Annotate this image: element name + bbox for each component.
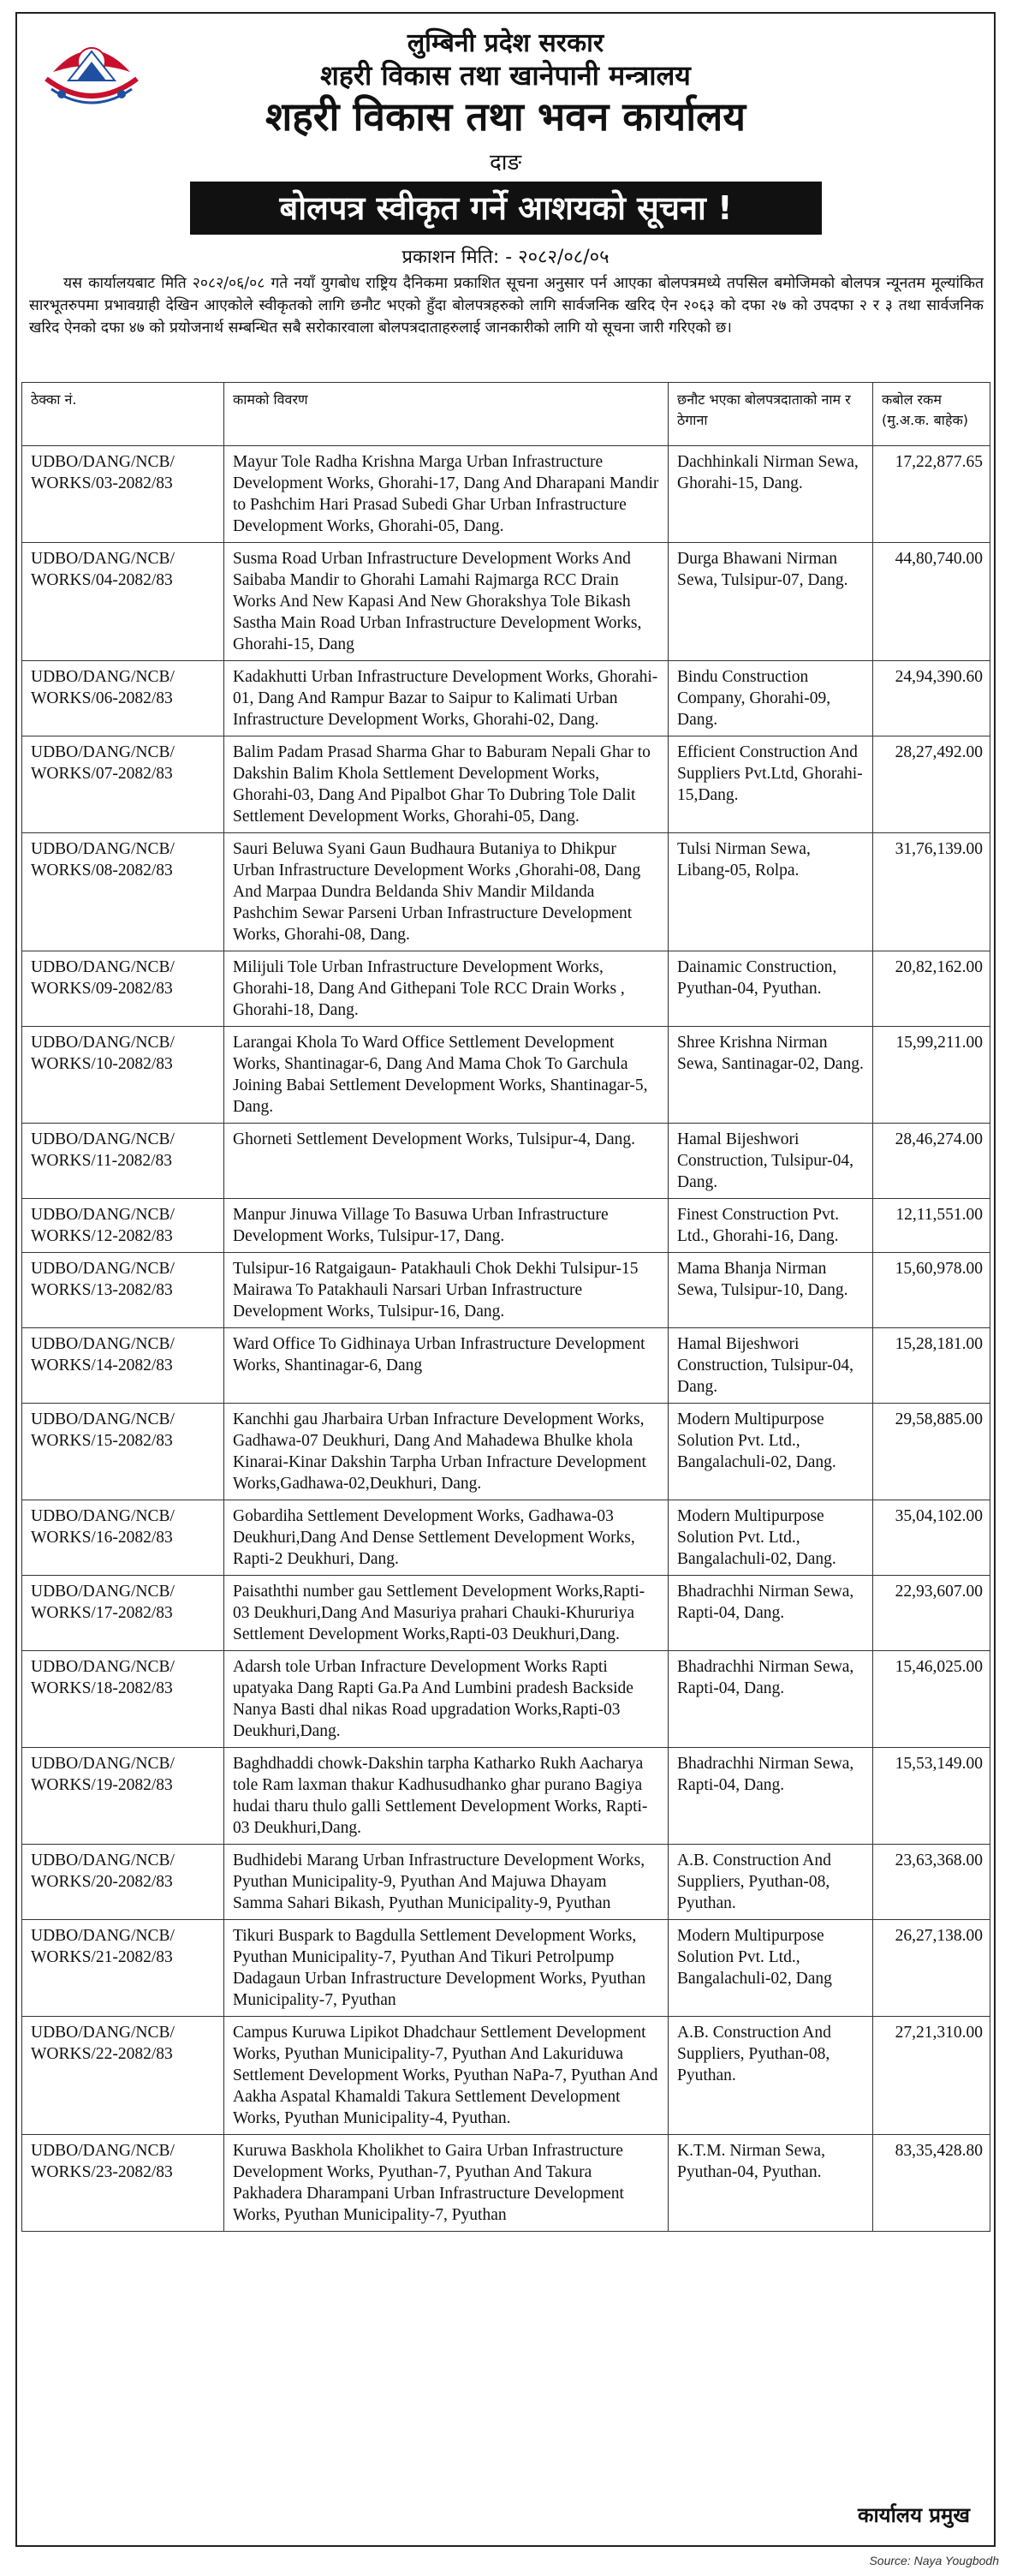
table-row <box>22 1920 990 2017</box>
signatory-title: कार्यालय प्रमुख <box>858 2503 970 2527</box>
bid-amount-cell: 15,99,211.00 <box>873 1027 990 1124</box>
bidder-cell: Finest Construction Pvt. Ltd., Ghorahi-16, Dang. <box>669 1199 873 1253</box>
table-row <box>22 446 990 543</box>
bid-amount-cell: 15,53,149.00 <box>873 1748 990 1845</box>
work-description-cell: Mayur Tole Radha Krishna Marga Urban Infrastructure Development Works, Ghorahi-17, Dang And Dharapani Mandir to Pashchim Hari Prasad Subedi Ghar Urban Infrastructure Development Works, Ghorahi-05, Dang. <box>224 446 669 543</box>
table-row <box>22 1328 990 1404</box>
bid-amount-cell: 35,04,102.00 <box>873 1500 990 1576</box>
bidder-cell: Mama Bhanja Nirman Sewa, Tulsipur-10, Dang. <box>669 1253 873 1328</box>
header-amount: कबोल रकम (मु.अ.क. बाहेक) <box>873 383 990 446</box>
table-row <box>22 1748 990 1845</box>
office-name: शहरी विकास तथा भवन कार्यालय <box>265 93 746 140</box>
bid-amount-cell: 15,46,025.00 <box>873 1651 990 1748</box>
bidder-cell: Bhadrachhi Nirman Sewa, Rapti-04, Dang. <box>669 1576 873 1651</box>
contract-no-cell: UDBO/DANG/NCB/ WORKS/06-2082/83 <box>22 661 224 736</box>
work-description-cell: Baghdhaddi chowk-Dakshin tarpha Katharko Rukh Aacharya tole Ram laxman thakur Kadhusudhanko ghar purano Bagiya hudai tharu thulo galli Settlement Development Works, Rapti-03 Deukhuri,Dang. <box>224 1748 669 1845</box>
bidder-cell: Dachhinkali Nirman Sewa, Ghorahi-15, Dang. <box>669 446 873 543</box>
work-description-cell: Manpur Jinuwa Village To Basuwa Urban Infrastructure Development Works, Tulsipur-17, Dang. <box>224 1199 669 1253</box>
contract-no-cell: UDBO/DANG/NCB/ WORKS/04-2082/83 <box>22 543 224 661</box>
work-description-cell: Ward Office To Gidhinaya Urban Infrastructure Development Works, Shantinagar-6, Dang <box>224 1328 669 1404</box>
table-row <box>22 543 990 661</box>
notice-title: बोलपत्र स्वीकृत गर्ने आशयको सूचना ! <box>279 189 733 227</box>
table-row <box>22 833 990 951</box>
contract-no-cell: UDBO/DANG/NCB/ WORKS/11-2082/83 <box>22 1124 224 1199</box>
work-description-cell: Tikuri Buspark to Bagdulla Settlement Development Works, Pyuthan Municipality-7, Pyuthan And Tikuri Petrolpump Dadagaun Urban Infrastructure Development Works, Pyuthan Municipality-7, Pyuthan <box>224 1920 669 2017</box>
work-description-cell: Milijuli Tole Urban Infrastructure Development Works, Ghorahi-18, Dang And Githepani Tole RCC Drain Works , Ghorahi-18, Dang. <box>224 951 669 1027</box>
ministry-name: शहरी विकास तथा खानेपानी मन्त्रालय <box>320 59 691 92</box>
bid-amount-cell: 20,82,162.00 <box>873 951 990 1027</box>
bidder-cell: Bindu Construction Company, Ghorahi-09, Dang. <box>669 661 873 736</box>
bid-amount-cell: 29,58,885.00 <box>873 1404 990 1500</box>
contract-no-cell: UDBO/DANG/NCB/ WORKS/03-2082/83 <box>22 446 224 543</box>
contract-no-cell: UDBO/DANG/NCB/ WORKS/15-2082/83 <box>22 1404 224 1500</box>
table-row <box>22 736 990 833</box>
header-bidder: छनौट भएका बोलपत्रदाताको नाम र ठेगाना <box>669 383 873 446</box>
notice-title-banner <box>190 182 822 235</box>
table-row <box>22 1253 990 1328</box>
contract-no-cell: UDBO/DANG/NCB/ WORKS/08-2082/83 <box>22 833 224 951</box>
work-description-cell: Kanchhi gau Jharbaira Urban Infracture Development Works, Gadhawa-07 Deukhuri, Dang And Mahadewa Bhulke khola Kinarai-Kinar Dakshin Tarpha Urban Infracture Development Works,Gadhawa-02,Deukhuri, Dang. <box>224 1404 669 1500</box>
bid-amount-cell: 15,28,181.00 <box>873 1328 990 1404</box>
contract-no-cell: UDBO/DANG/NCB/ WORKS/19-2082/83 <box>22 1748 224 1845</box>
table-row <box>22 1845 990 1920</box>
government-name: लुम्बिनी प्रदेश सरकार <box>407 28 604 58</box>
bid-amount-cell: 26,27,138.00 <box>873 1920 990 2017</box>
bid-amount-cell: 31,76,139.00 <box>873 833 990 951</box>
table-row <box>22 1404 990 1500</box>
contract-no-cell: UDBO/DANG/NCB/ WORKS/13-2082/83 <box>22 1253 224 1328</box>
header-description: कामको विवरण <box>224 383 669 446</box>
bidder-cell: A.B. Construction And Suppliers, Pyuthan-08, Pyuthan. <box>669 2017 873 2135</box>
source-credit: Source: Naya Yougbodh <box>869 2554 999 2567</box>
contract-no-cell: UDBO/DANG/NCB/ WORKS/16-2082/83 <box>22 1500 224 1576</box>
table-body <box>22 446 990 2232</box>
table-row <box>22 661 990 736</box>
work-description-cell: Kuruwa Baskhola Kholikhet to Gaira Urban Infrastructure Development Works, Pyuthan-7, Pyuthan And Takura Pakhadera Dharampani Urban Infrastructure Development Works, Pyuthan Municipality-7, Pyuthan <box>224 2135 669 2232</box>
bid-amount-cell: 28,46,274.00 <box>873 1124 990 1199</box>
contract-no-cell: UDBO/DANG/NCB/ WORKS/22-2082/83 <box>22 2017 224 2135</box>
work-description-cell: Sauri Beluwa Syani Gaun Budhaura Butaniya to Dhikpur Urban Infrastructure Development Works ,Ghorahi-08, Dang And Marpaa Dundra Beldanda Shiv Mandir Mildanda Pashchim Sewar Parseni Urban Infrastructure Development Works, Ghorahi-08, Dang. <box>224 833 669 951</box>
table-row <box>22 1124 990 1199</box>
bid-amount-cell: 27,21,310.00 <box>873 2017 990 2135</box>
bidder-cell: Tulsi Nirman Sewa, Libang-05, Rolpa. <box>669 833 873 951</box>
bid-amount-cell: 83,35,428.80 <box>873 2135 990 2232</box>
bid-amount-cell: 17,22,877.65 <box>873 446 990 543</box>
bid-amount-cell: 28,27,492.00 <box>873 736 990 833</box>
bidder-cell: Durga Bhawani Nirman Sewa, Tulsipur-07, Dang. <box>669 543 873 661</box>
work-description-cell: Kadakhutti Urban Infrastructure Development Works, Ghorahi-01, Dang And Rampur Bazar to Saipur to Kalimati Urban Infrastructure Development Works, Ghorahi-02, Dang. <box>224 661 669 736</box>
contract-no-cell: UDBO/DANG/NCB/ WORKS/14-2082/83 <box>22 1328 224 1404</box>
work-description-cell: Campus Kuruwa Lipikot Dhadchaur Settlement Development Works, Pyuthan Municipality-7, Pyuthan And Lakuriduwa Settlement Development Works, Pyuthan NaPa-7, Pyuthan And Aakha Aspatal Khamaldi Takura Settlement Development Works, Pyuthan Municipality-4, Pyuthan. <box>224 2017 669 2135</box>
bidder-cell: A.B. Construction And Suppliers, Pyuthan-08, Pyuthan. <box>669 1845 873 1920</box>
bidder-cell: Dainamic Construction, Pyuthan-04, Pyuthan. <box>669 951 873 1027</box>
bidder-cell: Modern Multipurpose Solution Pvt. Ltd., Bangalachuli-02, Dang. <box>669 1404 873 1500</box>
table-row <box>22 1500 990 1576</box>
bid-amount-cell: 44,80,740.00 <box>873 543 990 661</box>
contract-no-cell: UDBO/DANG/NCB/ WORKS/18-2082/83 <box>22 1651 224 1748</box>
bidder-cell: Efficient Construction And Suppliers Pvt.Ltd, Ghorahi-15,Dang. <box>669 736 873 833</box>
work-description-cell: Budhidebi Marang Urban Infrastructure Development Works, Pyuthan Municipality-9, Pyuthan And Majuwa Dhayam Samma Sahari Bikash, Pyuthan Municipality-9, Pyuthan <box>224 1845 669 1920</box>
contract-no-cell: UDBO/DANG/NCB/ WORKS/12-2082/83 <box>22 1199 224 1253</box>
work-description-cell: Adarsh tole Urban Infracture Development Works Rapti upatyaka Dang Rapti Ga.Pa And Lumbini pradesh Backside Nanya Basti dhal nikas Road upgradation Works,Rapti-03 Deukhuri,Dang. <box>224 1651 669 1748</box>
bid-amount-cell: 12,11,551.00 <box>873 1199 990 1253</box>
table-row <box>22 2017 990 2135</box>
work-description-cell: Susma Road Urban Infrastructure Development Works And Saibaba Mandir to Ghorahi Lamahi Rajmarga RCC Drain Works And New Kapasi And New Ghorakshya Tole Bikash Sastha Main Road Urban Infrastructure Development Works, Ghorahi-15, Dang <box>224 543 669 661</box>
contract-no-cell: UDBO/DANG/NCB/ WORKS/23-2082/83 <box>22 2135 224 2232</box>
contract-no-cell: UDBO/DANG/NCB/ WORKS/09-2082/83 <box>22 951 224 1027</box>
bidder-cell: Bhadrachhi Nirman Sewa, Rapti-04, Dang. <box>669 1651 873 1748</box>
contract-no-cell: UDBO/DANG/NCB/ WORKS/07-2082/83 <box>22 736 224 833</box>
bidder-cell: Hamal Bijeshwori Construction, Tulsipur-04, Dang. <box>669 1124 873 1199</box>
bidder-cell: K.T.M. Nirman Sewa, Pyuthan-04, Pyuthan. <box>669 2135 873 2232</box>
bid-acceptance-table <box>21 382 990 2232</box>
table-row <box>22 951 990 1027</box>
bid-amount-cell: 15,60,978.00 <box>873 1253 990 1328</box>
table-row <box>22 1027 990 1124</box>
bid-amount-cell: 23,63,368.00 <box>873 1845 990 1920</box>
bidder-cell: Modern Multipurpose Solution Pvt. Ltd., Bangalachuli-02, Dang <box>669 1920 873 2017</box>
work-description-cell: Tulsipur-16 Ratgaigaun- Patakhauli Chok Dekhi Tulsipur-15 Mairawa To Patakhauli Narsari Urban Infrastructure Development Works, Tulsipur-16, Dang. <box>224 1253 669 1328</box>
contract-no-cell: UDBO/DANG/NCB/ WORKS/20-2082/83 <box>22 1845 224 1920</box>
table-header-row <box>22 383 990 446</box>
bid-amount-cell: 22,93,607.00 <box>873 1576 990 1651</box>
work-description-cell: Ghorneti Settlement Development Works, Tulsipur-4, Dang. <box>224 1124 669 1199</box>
district-name: दाङ <box>489 150 522 176</box>
bidder-cell: Hamal Bijeshwori Construction, Tulsipur-04, Dang. <box>669 1328 873 1404</box>
bidder-cell: Modern Multipurpose Solution Pvt. Ltd., Bangalachuli-02, Dang. <box>669 1500 873 1576</box>
contract-no-cell: UDBO/DANG/NCB/ WORKS/10-2082/83 <box>22 1027 224 1124</box>
table-row <box>22 1651 990 1748</box>
table-row <box>22 2135 990 2232</box>
work-description-cell: Larangai Khola To Ward Office Settlement Development Works, Shantinagar-6, Dang And Mama Chok To Garchula Joining Babai Settlement Development Works, Shantinagar-5, Dang. <box>224 1027 669 1124</box>
table-row <box>22 1576 990 1651</box>
bidder-cell: Shree Krishna Nirman Sewa, Santinagar-02, Dang. <box>669 1027 873 1124</box>
header-contract-no: ठेक्का नं. <box>22 383 224 446</box>
bidder-cell: Bhadrachhi Nirman Sewa, Rapti-04, Dang. <box>669 1748 873 1845</box>
bid-amount-cell: 24,94,390.60 <box>873 661 990 736</box>
published-date: प्रकाशन मिति: - २०८२/०८/०५ <box>401 247 610 268</box>
work-description-cell: Gobardiha Settlement Development Works, Gadhawa-03 Deukhuri,Dang And Dense Settlement Development Works, Rapti-2 Deukhuri, Dang. <box>224 1500 669 1576</box>
work-description-cell: Paisaththi number gau Settlement Development Works,Rapti-03 Deukhuri,Dang And Masuriya prahari Chauki-Khururiya Settlement Development Works,Rapti-03 Deukhuri,Dang. <box>224 1576 669 1651</box>
contract-no-cell: UDBO/DANG/NCB/ WORKS/21-2082/83 <box>22 1920 224 2017</box>
work-description-cell: Balim Padam Prasad Sharma Ghar to Baburam Nepali Ghar to Dakshin Balim Khola Settlement Development Works, Ghorahi-03, Dang And Pipalbot Ghar To Dubring Tole Dalit Settlement Development Works, Ghorahi-05, Dang. <box>224 736 669 833</box>
table-row <box>22 1199 990 1253</box>
contract-no-cell: UDBO/DANG/NCB/ WORKS/17-2082/83 <box>22 1576 224 1651</box>
intro-paragraph: यस कार्यालयबाट मिति २०८२/०६/०८ गते नयाँ युगबोध राष्ट्रिय दैनिकमा प्रकाशित सूचना अनुसार पर्न आएका बोलपत्रमध्ये तपसिल बमोजिमको बोलपत्र न्यूनतम मूल्यांकित सारभूतरुपमा प्रभावग्राही देखिन आएकोले स्वीकृतको लागि छनौट भएको हुँदा बोलपत्रहरुको लागि सार्वजनिक खरिद ऐन २०६३ को दफा २७ को उपदफा २ र ३ तथा सार्वजनिक खरिद ऐनको दफा ४७ को प्रयोजनार्थ सम्बन्धित सबै सरोकारवाला बोलपत्रदाताहरुलाई जानकारीको लागि यो सूचना जारी गरिएको छ। <box>29 275 984 337</box>
